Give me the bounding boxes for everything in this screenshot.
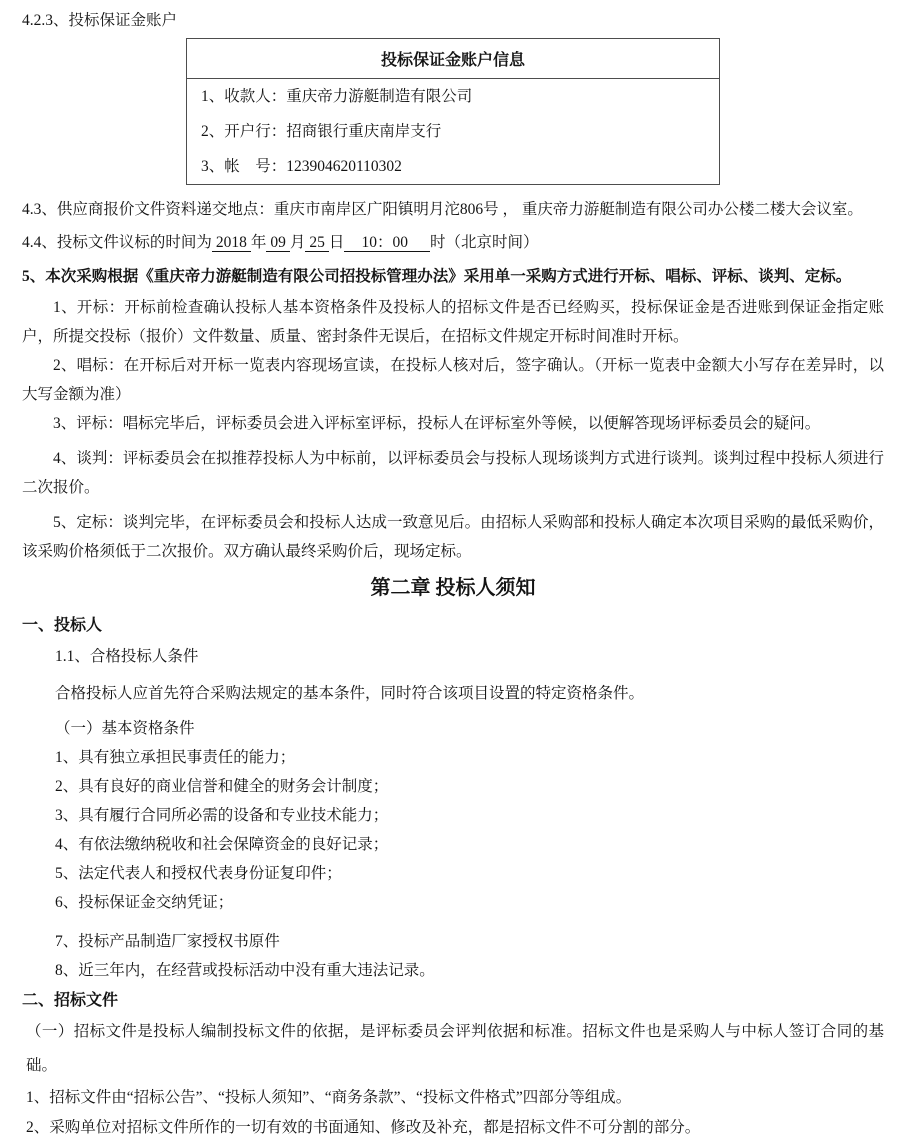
qualified-bidder-intro: 合格投标人应首先符合采购法规定的基本条件，同时符合该项目设置的特定资格条件。 [55, 685, 645, 702]
section-1-heading: 一、投标人 [22, 617, 103, 634]
list-item: 6、投标保证金交纳凭证； [55, 894, 234, 911]
table-row-payee: 1、收款人：重庆帝力游艇制造有限公司 [201, 88, 473, 105]
deposit-account-table [186, 38, 720, 185]
bid-year-field: 2018 [212, 234, 251, 252]
procedure-paragraphs [22, 293, 884, 566]
bid-month-field: 09 [266, 234, 290, 252]
clause-4-4 [22, 232, 884, 254]
table-header-row [187, 39, 720, 79]
table-row-account-number: 3、帐 号：123904620110302 [201, 158, 402, 175]
list-item: 4、有依法缴纳税收和社会保障资金的良好记录； [55, 836, 389, 853]
paragraph-tanpan: 4、谈判：评标委员会在拟推荐投标人为中标前，以评标委员会与投标人现场谈判方式进行谈判。谈判过程中投标人须进行二次报价。 [22, 450, 884, 496]
month-unit: 月 [289, 234, 306, 251]
clause-5-bold: 5、本次采购根据《重庆帝力游艇制造有限公司招投标管理办法》采用单一采购方式进行开标、唱标、评标、谈判、定标。 [22, 268, 852, 285]
section-2-heading: 二、招标文件 [22, 992, 119, 1009]
list-item: 2、具有良好的商业信誉和健全的财务会计制度； [55, 778, 389, 795]
clause-4-3: 4.3、供应商报价文件资料递交地点：重庆市南岸区广阳镇明月沱806号 ， 重庆帝力游艇制造有限公司办公楼二楼大会议室。 [22, 201, 863, 218]
tender-doc-item: 2、采购单位对招标文件所作的一切有效的书面通知、修改及补充，都是招标文件不可分割的部分。 [26, 1119, 701, 1136]
chapter-2-title: 第二章 投标人须知 [370, 577, 536, 599]
clause-4-4-suffix: 时（北京时间） [429, 234, 539, 251]
clause-4-4-prefix: 4.4、投标文件议标的时间为 [22, 234, 212, 251]
list-item: 1、具有独立承担民事责任的能力； [55, 749, 296, 766]
tender-doc-item: （一）招标文件是投标人编制投标文件的依据，是评标委员会评判依据和标准。招标文件也是采购人与中标人签订合同的基础。 [26, 1023, 884, 1074]
year-unit: 年 [250, 234, 267, 251]
basic-qualifications-list [22, 743, 884, 985]
list-item: 7、投标产品制造厂家授权书原件 [55, 933, 280, 950]
list-item: 8、近三年内，在经营或投标活动中没有重大违法记录。 [55, 962, 435, 979]
table-title: 投标保证金账户信息 [187, 39, 720, 79]
list-item: 3、具有履行合同所必需的设备和专业技术能力； [55, 807, 389, 824]
day-unit: 日 [328, 234, 345, 251]
bid-day-field: 25 [305, 234, 329, 252]
table-body-row [187, 79, 720, 185]
paragraph-changbiao: 2、唱标：在开标后对开标一览表内容现场宣读，在投标人核对后，签字确认。（开标一览表中金额大小写存在差异时，以大写金额为准） [22, 357, 884, 403]
list-item: 5、法定代表人和授权代表身份证复印件； [55, 865, 342, 882]
basic-qualifications-heading: （一）基本资格条件 [55, 720, 195, 737]
subsection-1-1-heading: 1.1、合格投标人条件 [55, 648, 199, 665]
table-row-bank: 2、开户行：招商银行重庆南岸支行 [201, 123, 442, 140]
bid-time-field: 10：00 [344, 234, 430, 252]
table-body-cell [187, 79, 720, 185]
paragraph-pingbiao: 3、评标：唱标完毕后，评标委员会进入评标室评标，投标人在评标室外等候，以便解答现场评标委员会的疑问。 [53, 415, 821, 432]
tender-doc-item: 1、招标文件由“招标公告”、“投标人须知”、“商务条款”、“投标文件格式”四部分等组成。 [26, 1089, 632, 1106]
paragraph-kaibiao: 1、开标：开标前检查确认投标人基本资格条件及投标人的招标文件是否已经购买，投标保证金是否进账到保证金指定账户，所提交投标（报价）文件数量、质量、密封条件无误后，在招标文件规定开标时间准时开标。 [22, 299, 884, 345]
heading-4-2-3: 4.2.3、投标保证金账户 [22, 12, 178, 29]
paragraph-dingbiao: 5、定标：谈判完毕，在评标委员会和投标人达成一致意见后。由招标人采购部和投标人确定本次项目采购的最低采购价，该采购价格须低于二次报价。双方确认最终采购价后，现场定标。 [22, 514, 884, 560]
